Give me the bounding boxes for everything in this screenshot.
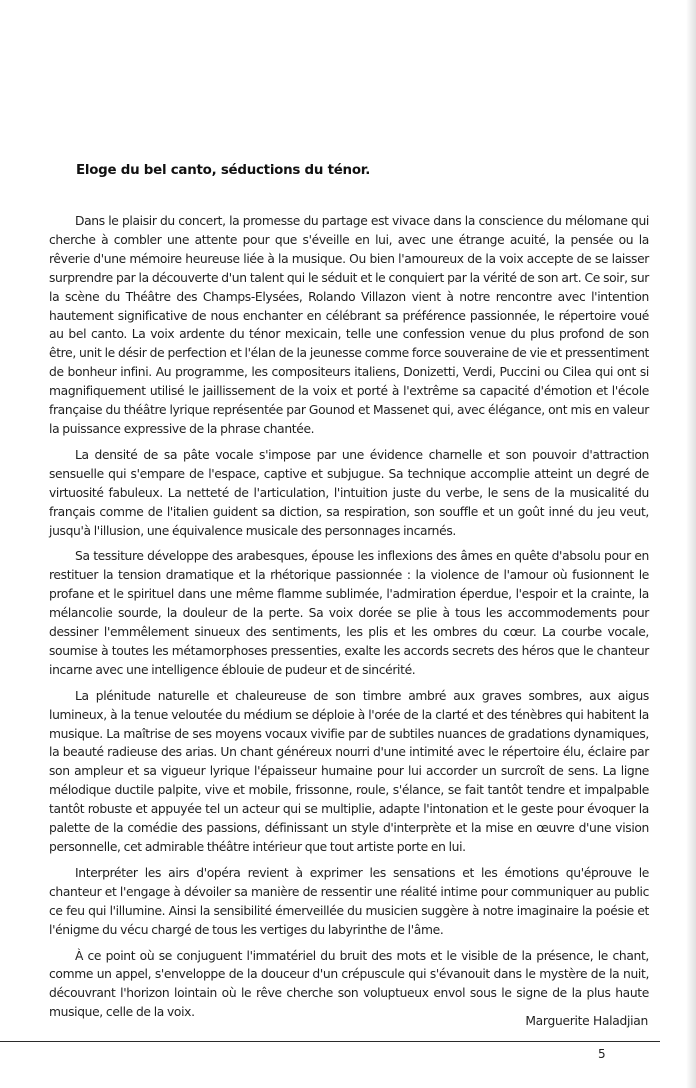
paragraph-4: La plénitude naturelle et chaleureuse de son timbre ambré aux graves sombres, aux aigus lumineux, à la tenue veloutée du médium se déploie à l'orée de la clarté et des ténèbres qui habitent la musique. La maîtrise de ses moyens vocaux vivifie par de subtiles nuances de gradations dynamiques, la beauté radieuse des arias. Un chant généreux nourri d'une intimité avec le répertoire élu, éclaire par son ampleur et sa vigueur lyrique l'épaisseur humaine pour lui accorder un surcroît de sens. La ligne mélodique ductile palpite, vive et mobile, frissonne, roule, s'élance, se fait tantôt tendre et impalpable tantôt robuste et appuyée tel un acteur qui se multiplie, adapte l'intonation et le geste pour évoquer la palette de la comédie des passions, définissant un style d'interprète et la mise en œuvre d'une vision personnelle, cet admirable théâtre intérieur que tout artiste porte en lui. [49,688,649,854]
paragraph-1: Dans le plaisir du concert, la promesse du partage est vivace dans la conscience du mélomane qui cherche à combler une attente pour que s'éveille en lui, avec une étrange acuité, la pensée ou la rêverie d'une mémoire heureuse liée à la musique. Ou bien l'amoureux de la voix accepte de se laisser surprendre par la découverte d'un talent qui le séduit et le conquiert par la vérité de son art. Ce soir, sur la scène du Théâtre des Champs-Elysées, Rolando Villazon vient à notre rencontre avec l'intention hautement significative de nous enchanter en célébrant sa préférence passionnée, le répertoire voué au bel canto. La voix ardente du ténor mexicain, telle une confession venue du plus profond de son être, unit le désir de perfection et l'élan de la jeunesse comme force souveraine de vie et pressentiment de bonheur infini. Au programme, les compositeurs italiens, Donizetti, Verdi, Puccini ou Cilea qui ont si magnifiquement utilisé le jaillissement de la voix et porté à l'extrême sa capacité d'émotion et l'école française du théâtre lyrique représentée par Gounod et Massenet qui, avec élégance, ont mis en valeur la puissance expressive de la phrase chantée. [49,214,649,436]
paragraph-6: À ce point où se conjuguent l'immatériel du bruit des mots et le visible de la présence, le chant, comme un appel, s'enveloppe de la douceur d'un crépuscule qui s'évanouit dans le mystère de la nuit, découvrant l'horizon lointain où le rêve cherche son voluptueux envol sous le signe de la plus haute musique, celle de la voix. [49,948,649,1020]
page-edge-shadow [686,0,696,1088]
footer-rule [0,1041,660,1042]
paragraph-2: La densité de sa pâte vocale s'impose par une évidence charnelle et son pouvoir d'attraction sensuelle qui s'empare de l'espace, captive et subjugue. Sa technique accomplie atteint un degré de virtuosité fabuleux. La netteté de l'articulation, l'intuition juste du verbe, le sens de la musicalité du français comme de l'italien guident sa diction, sa respiration, son souffle et un goût inné du jeu veut, jusqu'à l'illusion, une équivalence musicale des personnages incarnés. [49,447,649,538]
article-body [49,212,649,1029]
author-signature: Marguerite Haladjian [525,1014,648,1028]
paragraph-5: Interpréter les airs d'opéra revient à exprimer les sensations et les émotions qu'éprouve le chanteur et l'engage à dévoiler sa manière de ressentir une réalité intime pour communiquer au public ce feu qui l'illumine. Ainsi la sensibilité émerveillée du musicien suggère à notre imaginaire la poésie et l'énigme du vécu chargé de tous les vertiges du labyrinthe de l'âme. [49,865,649,937]
article-title: Eloge du bel canto, séductions du ténor. [76,163,371,178]
paragraph-3: Sa tessiture développe des arabesques, épouse les inflexions des âmes en quête d'absolu pour en restituer la tension dramatique et la rhétorique passionnée : la violence de l'amour où fusionnent le profane et le spirituel dans une même flamme sublimée, l'admiration éperdue, l'espoir et la crainte, la mélancolie sourde, la douleur de la perte. Sa voix dorée se plie à tous les accommodements pour dessiner l'emmêlement sinueux des sentiments, les plis et les ombres du cœur. La courbe vocale, soumise à toutes les métamorphoses pressenties, exalte les accords secrets des héros que le chanteur incarne avec une intelligence éblouie de pudeur et de sincérité. [49,549,649,677]
page-number: 5 [598,1047,606,1061]
